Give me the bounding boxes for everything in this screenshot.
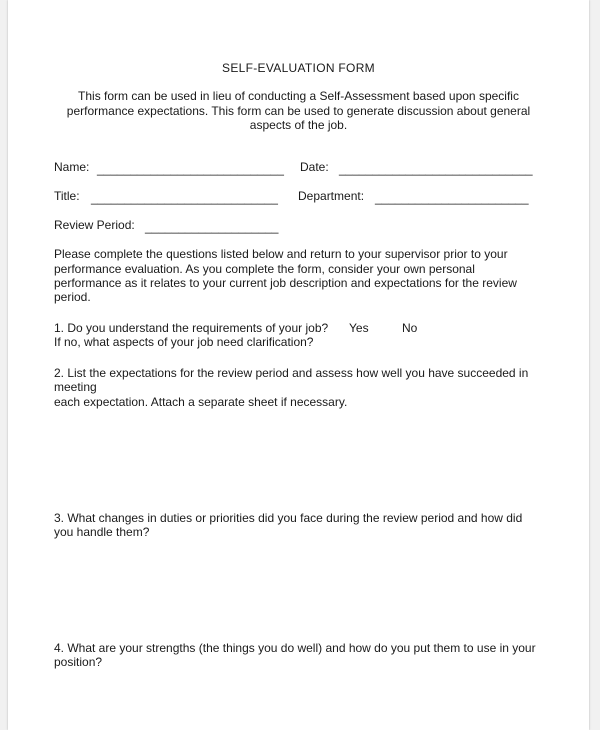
review-period-field-line[interactable]: ____________________ — [145, 220, 279, 234]
date-label: Date: — [300, 160, 329, 174]
instructions-line-4: period. — [54, 290, 91, 304]
question-2-line-3: each expectation. Attach a separate sheet if necessary. — [54, 395, 348, 409]
intro-line-2: performance expectations. This form can be used to generate discussion about general — [66, 104, 531, 118]
intro-line-1: This form can be used in lieu of conducting a Self-Assessment based upon specific — [78, 89, 519, 103]
instructions-line-1: Please complete the questions listed below and return to your supervisor prior to your — [54, 247, 508, 261]
intro-line-3: aspects of the job. — [249, 118, 348, 132]
instructions-line-2: performance evaluation. As you complete the form, consider your own personal — [54, 262, 475, 276]
title-label: Title: — [54, 189, 80, 203]
question-1-followup: If no, what aspects of your job need clarification? — [54, 335, 314, 349]
question-1-text: 1. Do you understand the requirements of your job? — [54, 321, 329, 335]
question-3-line-2: you handle them? — [54, 525, 150, 539]
department-label: Department: — [298, 189, 365, 203]
document-page — [8, 0, 589, 730]
title-field-line[interactable]: ____________________________ — [91, 191, 278, 205]
name-field-line[interactable]: ____________________________ — [97, 162, 284, 176]
date-field-line[interactable]: _____________________________ — [339, 162, 533, 176]
question-4-line-2: position? — [54, 655, 103, 669]
form-title: SELF-EVALUATION FORM — [222, 61, 375, 75]
question-2-line-2: meeting — [54, 380, 97, 394]
question-1-yes-option[interactable]: Yes — [349, 321, 369, 335]
instructions-line-3: performance as it relates to your current job description and expectations for the review — [54, 276, 517, 290]
question-3-line-1: 3. What changes in duties or priorities did you face during the review period and how did — [54, 511, 523, 525]
question-4-line-1: 4. What are your strengths (the things you do well) and how do you put them to use in your — [54, 641, 536, 655]
question-1-no-option[interactable]: No — [402, 321, 418, 335]
review-period-label: Review Period: — [54, 218, 135, 232]
name-label: Name: — [54, 160, 90, 174]
department-field-line[interactable]: _______________________ — [375, 191, 529, 205]
question-2-line-1: 2. List the expectations for the review period and assess how well you have succeeded in — [54, 366, 529, 380]
